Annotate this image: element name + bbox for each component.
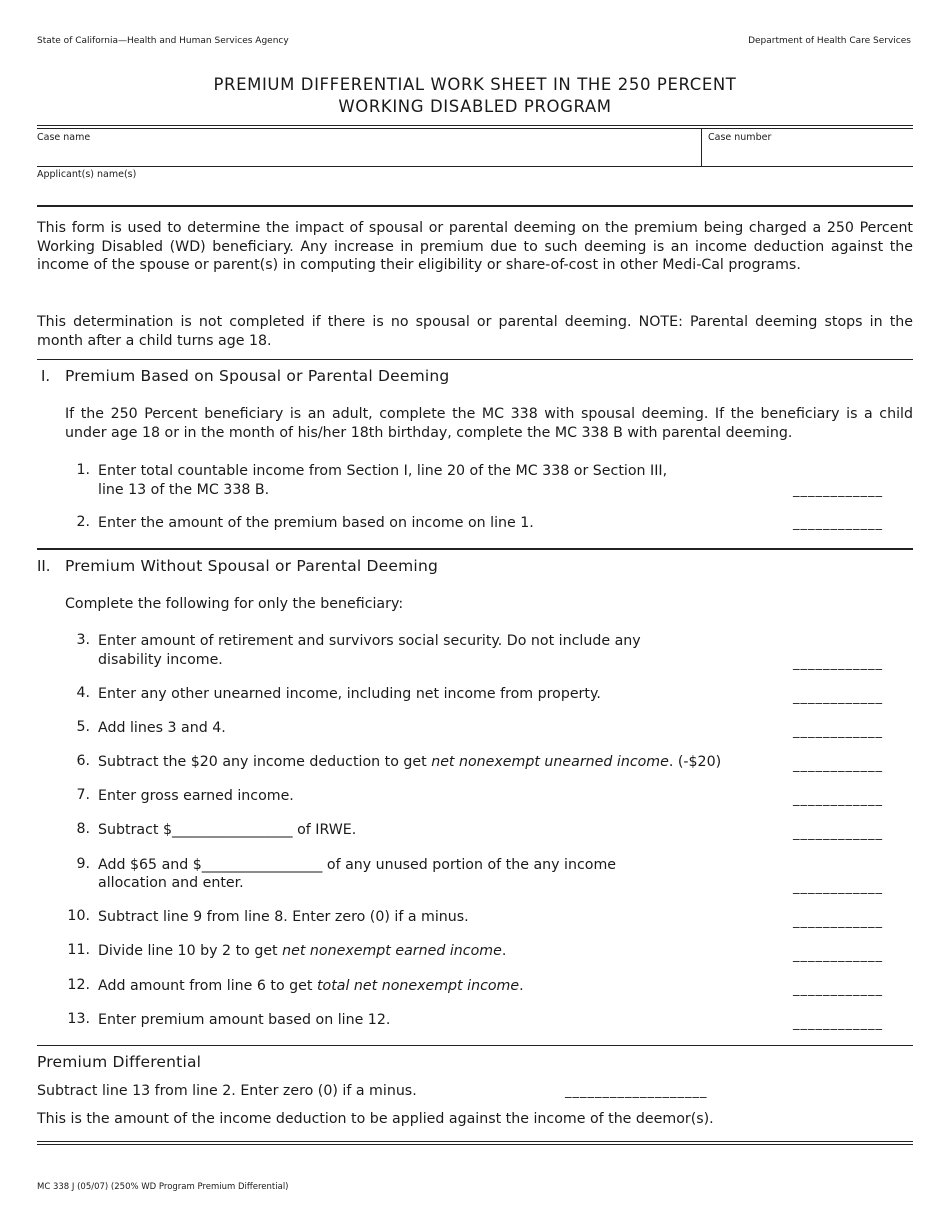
item-11-number: 11. xyxy=(67,942,90,958)
item-1-number: 1. xyxy=(76,462,90,478)
item-6-answer-blank[interactable]: ____________ xyxy=(793,758,883,773)
item-11-text xyxy=(98,942,506,961)
item-1-text-line1: Enter total countable income from Section I, line 20 of the MC 338 or Section III, xyxy=(98,463,668,479)
differential-note: This is the amount of the income deduction to be applied against the income of the deemor(s). xyxy=(37,1111,714,1127)
applicant-name-label: Applicant(s) name(s) xyxy=(37,169,137,180)
section2-title: Premium Without Spousal or Parental Deeming xyxy=(65,557,439,575)
bottom-rule-top xyxy=(37,1141,913,1142)
item-1-answer-blank[interactable]: ____________ xyxy=(793,483,883,498)
item-10-answer-blank[interactable]: ____________ xyxy=(793,914,883,929)
case-number-field[interactable] xyxy=(702,128,913,166)
item-5-number: 5. xyxy=(76,719,90,735)
section1-instructions: If the 250 Percent beneficiary is an adult, complete the MC 338 with spousal deeming. If the beneficiary is a child under age 18 or in the month of his/her 18th birthday, complete the MC 338 B with parental deeming. xyxy=(65,406,913,441)
item-6-text xyxy=(98,753,721,772)
item-3-number: 3. xyxy=(76,632,90,648)
section1-title: Premium Based on Spousal or Parental Deeming xyxy=(65,367,450,385)
item-11-text-post: . xyxy=(501,943,507,959)
form-id-footer: MC 338 J (05/07) (250% WD Program Premium Differential) xyxy=(37,1182,289,1192)
item-2-number: 2. xyxy=(76,514,90,530)
differential-answer-blank[interactable]: ___________________ xyxy=(565,1084,708,1099)
item-5-answer-blank[interactable]: ____________ xyxy=(793,724,883,739)
item-8-number: 8. xyxy=(76,821,90,837)
item-9-number: 9. xyxy=(76,856,90,872)
item-10-text: Subtract line 9 from line 8. Enter zero (0) if a minus. xyxy=(98,909,469,925)
differential-instruction: Subtract line 13 from line 2. Enter zero (0) if a minus. xyxy=(37,1083,417,1099)
intro-paragraph: This form is used to determine the impact of spousal or parental deeming on the premium being charged a 250 Percent Working Disabled (WD) beneficiary. Any increase in premium due to such deeming is an income deduction against the income of the spouse or parent(s) in computing their eligibility or share-of-cost in other Medi-Cal programs. xyxy=(37,220,913,274)
item-13-answer-blank[interactable]: ____________ xyxy=(793,1016,883,1031)
item-11-answer-blank[interactable]: ____________ xyxy=(793,948,883,963)
case-name-field[interactable] xyxy=(37,128,701,166)
section2-instructions: Complete the following for only the beneficiary: xyxy=(65,596,404,612)
title-rule-top xyxy=(37,125,913,126)
case-number-label: Case number xyxy=(708,132,772,143)
item-13-number: 13. xyxy=(67,1011,90,1027)
section2-number: II. xyxy=(37,558,51,575)
item-9-text-line2: allocation and enter. xyxy=(98,875,244,891)
section2-rule xyxy=(37,548,913,550)
differential-rule xyxy=(37,1045,913,1046)
item-7-number: 7. xyxy=(76,787,90,803)
agency-name: State of California—Health and Human Services Agency xyxy=(37,36,289,46)
item-12-text xyxy=(98,977,524,996)
item-12-number: 12. xyxy=(67,977,90,993)
item-10-number: 10. xyxy=(67,908,90,924)
item-3-text-line2: disability income. xyxy=(98,652,223,668)
form-title-line2: WORKING DISABLED PROGRAM xyxy=(338,97,612,116)
item-4-answer-blank[interactable]: ____________ xyxy=(793,690,883,705)
section1-number: I. xyxy=(41,368,51,385)
item-7-text: Enter gross earned income. xyxy=(98,788,294,804)
item-9-answer-blank[interactable]: ____________ xyxy=(793,880,883,895)
item-7-answer-blank[interactable]: ____________ xyxy=(793,792,883,807)
item-9-text-line1: Add $65 and $_________________ of any unused portion of the any income xyxy=(98,857,617,873)
item-12-answer-blank[interactable]: ____________ xyxy=(793,982,883,997)
differential-title: Premium Differential xyxy=(37,1053,202,1071)
department-name: Department of Health Care Services xyxy=(748,36,911,46)
item-11-text-emphasis: net nonexempt earned income xyxy=(282,943,502,959)
item-3-answer-blank[interactable]: ____________ xyxy=(793,656,883,671)
item-12-text-pre: Add amount from line 6 to get xyxy=(98,978,317,994)
case-name-label: Case name xyxy=(37,132,91,143)
item-4-text: Enter any other unearned income, including net income from property. xyxy=(98,686,601,702)
item-8-answer-blank[interactable]: ____________ xyxy=(793,826,883,841)
item-13-text: Enter premium amount based on line 12. xyxy=(98,1012,391,1028)
applicant-name-field[interactable] xyxy=(37,167,913,205)
item-12-text-emphasis: total net nonexempt income xyxy=(316,978,520,994)
item-8-text: Subtract $_________________ of IRWE. xyxy=(98,822,357,838)
item-3-text-line1: Enter amount of retirement and survivors social security. Do not include any xyxy=(98,633,641,649)
item-6-text-pre: Subtract the $20 any income deduction to get xyxy=(98,754,432,770)
item-12-text-post: . xyxy=(519,978,524,994)
item-11-text-pre: Divide line 10 by 2 to get xyxy=(98,943,283,959)
item-2-text: Enter the amount of the premium based on income on line 1. xyxy=(98,515,534,531)
item-6-text-emphasis: net nonexempt unearned income xyxy=(431,754,669,770)
item-1-text-line2: line 13 of the MC 338 B. xyxy=(98,482,270,498)
form-title-line1: PREMIUM DIFFERENTIAL WORK SHEET IN THE 250 PERCENT xyxy=(213,75,737,94)
note-paragraph: This determination is not completed if there is no spousal or parental deeming. NOTE: Parental deeming stops in the month after a child turns age 18. xyxy=(37,314,913,349)
item-6-text-post: . (-$20) xyxy=(668,754,722,770)
item-2-answer-blank[interactable]: ____________ xyxy=(793,516,883,531)
item-5-text: Add lines 3 and 4. xyxy=(98,720,226,736)
bottom-rule-bottom xyxy=(37,1144,913,1145)
item-6-number: 6. xyxy=(76,753,90,769)
section1-rule xyxy=(37,359,913,360)
item-4-number: 4. xyxy=(76,685,90,701)
applicant-row-rule xyxy=(37,205,913,207)
